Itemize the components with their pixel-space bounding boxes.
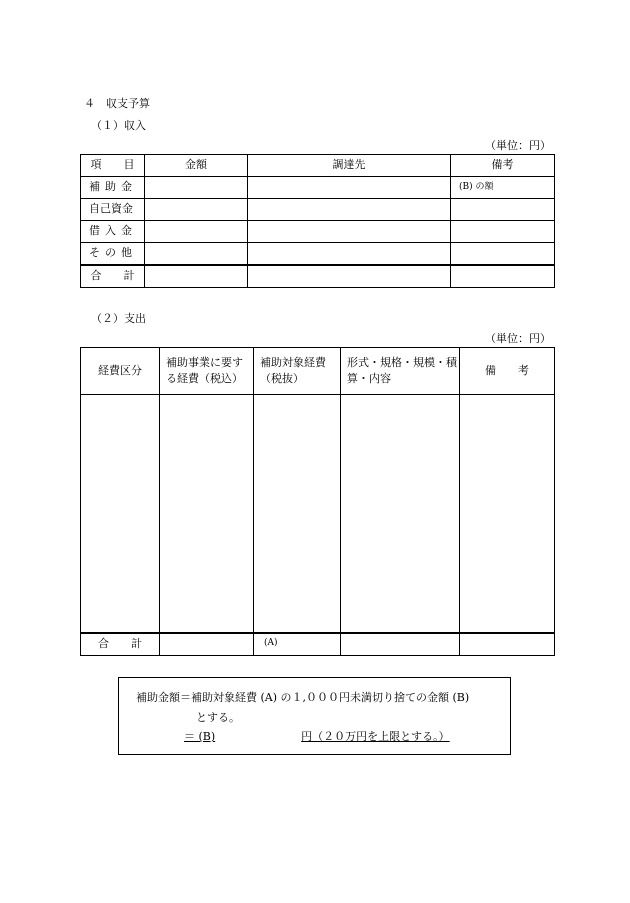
row-item: 補助金 — [81, 177, 145, 199]
source-cell[interactable] — [248, 243, 451, 266]
source-cell[interactable] — [248, 199, 451, 221]
income-unit: （単位：円） — [485, 139, 551, 152]
expense-total-row — [81, 633, 555, 656]
remarks-cell[interactable] — [451, 221, 555, 243]
header-source: 調達先 — [248, 155, 451, 177]
remarks-cell: (B) の額 — [451, 177, 555, 199]
total-cost-sum-cell[interactable] — [160, 633, 254, 656]
expense-header-row — [81, 348, 555, 395]
formula-line-3 — [184, 731, 450, 742]
table-row — [81, 199, 555, 221]
header-item: 項 目 — [81, 155, 145, 177]
row-item: その他 — [81, 243, 145, 266]
expense-unit: （単位：円） — [485, 332, 551, 345]
category-cell[interactable] — [81, 395, 160, 634]
total-amount-cell[interactable] — [145, 265, 248, 288]
remarks-cell[interactable] — [451, 243, 555, 266]
formula-line-1: 補助金額＝補助対象経費 (A) の１,０００円未満切り捨ての金額 (B) — [136, 691, 470, 704]
amount-cell[interactable] — [145, 221, 248, 243]
spec-cell[interactable] — [341, 395, 460, 634]
header-remarks: 備考 — [451, 155, 555, 177]
source-cell[interactable] — [248, 177, 451, 199]
amount-cell[interactable] — [145, 243, 248, 266]
source-cell[interactable] — [248, 221, 451, 243]
total-label: 合 計 — [81, 265, 145, 288]
formula-limit: 円（２０万円を上限とする。） — [301, 730, 450, 743]
total-spec-cell — [341, 633, 460, 656]
formula-b-label: ＝ (B) — [184, 730, 216, 743]
section-title: ４ 収支予算 — [84, 97, 150, 110]
table-row — [81, 221, 555, 243]
remarks-cell[interactable] — [451, 199, 555, 221]
formula-box — [118, 677, 511, 755]
header-category: 経費区分 — [81, 348, 160, 395]
total-remarks-cell — [451, 265, 555, 288]
expense-table — [80, 347, 555, 656]
total-source-cell — [248, 265, 451, 288]
table-row — [81, 243, 555, 266]
formula-line-2: とする。 — [196, 711, 240, 724]
income-total-row — [81, 265, 555, 288]
income-table — [80, 154, 555, 288]
row-item: 借入金 — [81, 221, 145, 243]
remarks-cell[interactable] — [460, 395, 555, 634]
expense-body-row — [81, 395, 555, 634]
header-amount: 金額 — [145, 155, 248, 177]
amount-cell[interactable] — [145, 199, 248, 221]
marker-a: (A) — [264, 638, 278, 648]
eligible-cost-sum-cell[interactable] — [254, 633, 341, 656]
total-remarks-cell — [460, 633, 555, 656]
income-heading: （１）収入 — [91, 119, 146, 132]
amount-cell[interactable] — [145, 177, 248, 199]
header-remarks: 備 考 — [460, 348, 555, 395]
header-total-cost: 補助事業に要する経費（税込） — [160, 348, 254, 395]
total-label: 合 計 — [81, 633, 160, 656]
row-item: 自己資金 — [81, 199, 145, 221]
total-cost-cell[interactable] — [160, 395, 254, 634]
table-row — [81, 177, 555, 199]
income-header-row — [81, 155, 555, 177]
expense-heading: （２）支出 — [91, 312, 146, 325]
header-spec: 形式・規格・規模・積算・内容 — [341, 348, 460, 395]
eligible-cost-cell[interactable] — [254, 395, 341, 634]
header-eligible-cost: 補助対象経費（税抜） — [254, 348, 341, 395]
